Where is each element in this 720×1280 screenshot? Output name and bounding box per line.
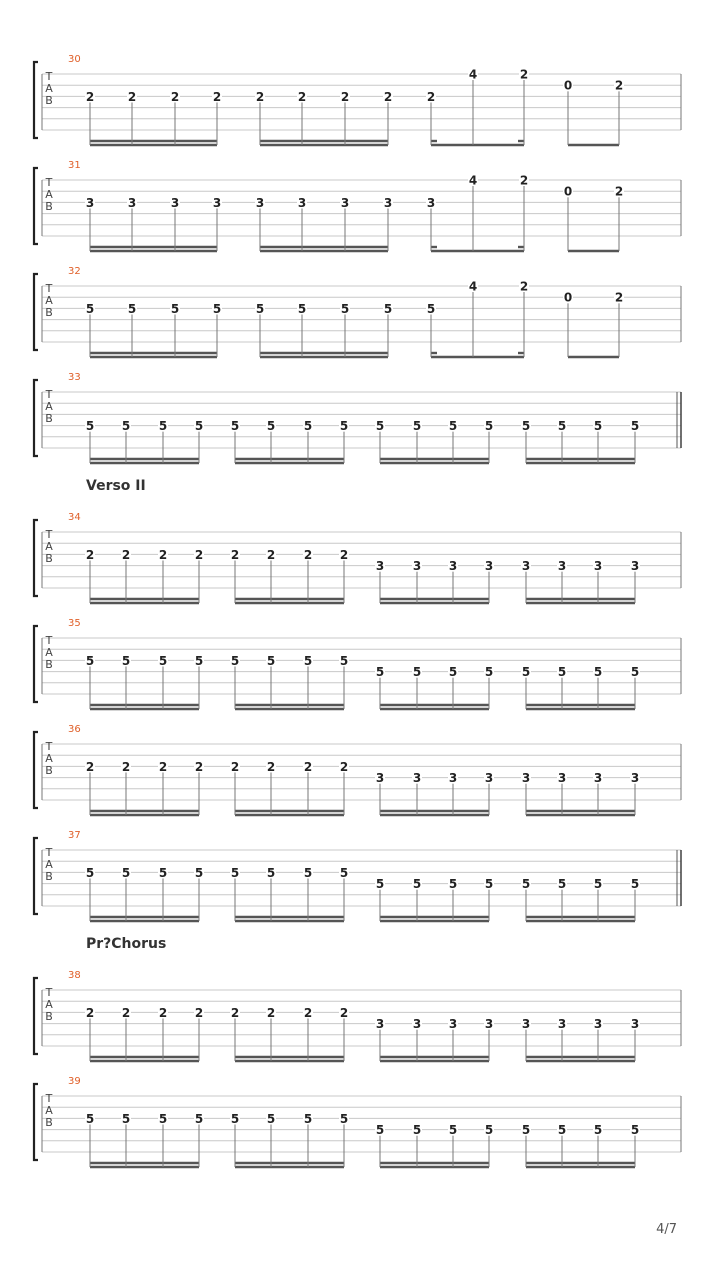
section-label-verso-ii: Verso II	[86, 478, 146, 494]
fret-number: 5	[521, 419, 531, 434]
measure-number: 35	[68, 618, 81, 629]
fret-number: 5	[85, 419, 95, 434]
fret-number: 5	[630, 1123, 640, 1138]
fret-number: 2	[121, 547, 131, 562]
fret-number: 3	[426, 195, 436, 210]
tab-clef-letter: A	[45, 858, 53, 871]
fret-number: 5	[521, 1123, 531, 1138]
tab-clef-letter: A	[45, 294, 53, 307]
fret-number: 2	[297, 89, 307, 104]
fret-number: 5	[412, 877, 422, 892]
tab-clef-letter: T	[45, 388, 53, 401]
fret-number: 5	[630, 419, 640, 434]
measure-number: 31	[68, 160, 81, 171]
section-label-prechorus: Pr?Chorus	[86, 936, 167, 952]
fret-number: 5	[448, 877, 458, 892]
fret-number: 2	[339, 1005, 349, 1020]
fret-number: 5	[375, 1123, 385, 1138]
fret-number: 3	[557, 559, 567, 574]
tab-clef-letter: T	[45, 634, 53, 647]
fret-number: 3	[630, 771, 640, 786]
fret-number: 5	[375, 665, 385, 680]
fret-number: 5	[448, 1123, 458, 1138]
tab-clef-letter: B	[45, 552, 53, 565]
tab-clef-letter: B	[45, 412, 53, 425]
fret-number: 3	[170, 195, 180, 210]
fret-number: 2	[158, 547, 168, 562]
fret-number: 3	[375, 1017, 385, 1032]
fret-number: 5	[412, 419, 422, 434]
fret-number: 5	[85, 865, 95, 880]
measure-number: 32	[68, 266, 81, 277]
fret-number: 2	[85, 759, 95, 774]
fret-number: 3	[593, 1017, 603, 1032]
system-bracket	[34, 838, 38, 914]
fret-number: 3	[340, 195, 350, 210]
fret-number: 3	[127, 195, 137, 210]
fret-number: 3	[521, 771, 531, 786]
fret-number: 5	[375, 877, 385, 892]
fret-number: 2	[266, 1005, 276, 1020]
tab-clef-letter: T	[45, 70, 53, 83]
fret-number: 5	[255, 301, 265, 316]
fret-number: 2	[339, 547, 349, 562]
fret-number: 3	[383, 195, 393, 210]
fret-number: 3	[484, 771, 494, 786]
fret-number: 2	[426, 89, 436, 104]
fret-number: 3	[412, 771, 422, 786]
tab-clef-letter: T	[45, 528, 53, 541]
fret-number: 5	[303, 865, 313, 880]
fret-number: 5	[170, 301, 180, 316]
fret-number: 2	[194, 1005, 204, 1020]
fret-number: 2	[266, 547, 276, 562]
fret-number: 3	[412, 1017, 422, 1032]
fret-number: 5	[557, 877, 567, 892]
measure-number: 30	[68, 54, 81, 65]
fret-number: 5	[85, 1111, 95, 1126]
fret-number: 2	[303, 547, 313, 562]
fret-number: 5	[303, 419, 313, 434]
fret-number: 2	[339, 759, 349, 774]
fret-number: 5	[266, 1111, 276, 1126]
fret-number: 5	[339, 1111, 349, 1126]
fret-number: 5	[121, 1111, 131, 1126]
fret-number: 3	[557, 1017, 567, 1032]
system-bracket	[34, 978, 38, 1054]
fret-number: 5	[339, 653, 349, 668]
fret-number: 3	[255, 195, 265, 210]
system-bracket	[34, 626, 38, 702]
tab-clef-letter: A	[45, 82, 53, 95]
fret-number: 5	[121, 865, 131, 880]
fret-number: 2	[194, 759, 204, 774]
fret-number: 2	[266, 759, 276, 774]
fret-number: 5	[448, 665, 458, 680]
fret-number: 3	[212, 195, 222, 210]
fret-number: 5	[593, 419, 603, 434]
fret-number: 4	[468, 279, 478, 294]
fret-number: 5	[158, 419, 168, 434]
tab-clef-letter: A	[45, 400, 53, 413]
fret-number: 0	[563, 184, 573, 199]
fret-number: 5	[194, 653, 204, 668]
tab-clef-letter: A	[45, 1104, 53, 1117]
fret-number: 2	[230, 759, 240, 774]
fret-number: 5	[127, 301, 137, 316]
measure-number: 36	[68, 724, 81, 735]
fret-number: 2	[303, 759, 313, 774]
fret-number: 5	[593, 1123, 603, 1138]
fret-number: 5	[426, 301, 436, 316]
fret-number: 5	[484, 419, 494, 434]
measure-number: 37	[68, 830, 81, 841]
fret-number: 5	[266, 653, 276, 668]
fret-number: 5	[557, 665, 567, 680]
system-bracket	[34, 274, 38, 350]
fret-number: 5	[412, 1123, 422, 1138]
system-bracket	[34, 732, 38, 808]
fret-number: 3	[593, 771, 603, 786]
fret-number: 3	[521, 559, 531, 574]
fret-number: 5	[303, 653, 313, 668]
fret-number: 5	[375, 419, 385, 434]
fret-number: 5	[521, 665, 531, 680]
system-bracket	[34, 380, 38, 456]
fret-number: 2	[212, 89, 222, 104]
tab-clef-letter: B	[45, 1116, 53, 1129]
fret-number: 2	[614, 184, 624, 199]
fret-number: 5	[194, 419, 204, 434]
tab-clef-letter: A	[45, 188, 53, 201]
fret-number: 5	[158, 1111, 168, 1126]
fret-number: 2	[614, 290, 624, 305]
tab-clef-letter: B	[45, 870, 53, 883]
fret-number: 5	[557, 1123, 567, 1138]
fret-number: 3	[448, 1017, 458, 1032]
fret-number: 2	[519, 173, 529, 188]
fret-number: 3	[375, 559, 385, 574]
fret-number: 2	[158, 759, 168, 774]
fret-number: 3	[557, 771, 567, 786]
fret-number: 2	[158, 1005, 168, 1020]
fret-number: 3	[484, 1017, 494, 1032]
fret-number: 5	[630, 665, 640, 680]
fret-number: 5	[630, 877, 640, 892]
fret-number: 5	[593, 877, 603, 892]
fret-number: 5	[339, 865, 349, 880]
fret-number: 2	[121, 759, 131, 774]
measure-number: 38	[68, 970, 81, 981]
fret-number: 5	[593, 665, 603, 680]
tab-clef-letter: T	[45, 986, 53, 999]
fret-number: 5	[303, 1111, 313, 1126]
fret-number: 5	[230, 865, 240, 880]
fret-number: 2	[230, 547, 240, 562]
fret-number: 3	[375, 771, 385, 786]
fret-number: 2	[85, 89, 95, 104]
tab-clef-letter: B	[45, 200, 53, 213]
fret-number: 5	[121, 419, 131, 434]
fret-number: 5	[266, 419, 276, 434]
fret-number: 5	[448, 419, 458, 434]
measure-number: 34	[68, 512, 81, 523]
tab-clef-letter: A	[45, 646, 53, 659]
tab-clef-letter: T	[45, 1092, 53, 1105]
fret-number: 2	[303, 1005, 313, 1020]
fret-number: 2	[127, 89, 137, 104]
tab-clef-letter: T	[45, 282, 53, 295]
fret-number: 5	[484, 877, 494, 892]
system-bracket	[34, 168, 38, 244]
measure-number: 39	[68, 1076, 81, 1087]
fret-number: 4	[468, 67, 478, 82]
fret-number: 2	[383, 89, 393, 104]
fret-number: 3	[630, 1017, 640, 1032]
fret-number: 5	[557, 419, 567, 434]
tab-clef-letter: B	[45, 306, 53, 319]
fret-number: 5	[383, 301, 393, 316]
fret-number: 5	[521, 877, 531, 892]
fret-number: 2	[340, 89, 350, 104]
fret-number: 2	[519, 67, 529, 82]
fret-number: 2	[519, 279, 529, 294]
fret-number: 5	[121, 653, 131, 668]
fret-number: 0	[563, 290, 573, 305]
fret-number: 5	[266, 865, 276, 880]
fret-number: 2	[85, 1005, 95, 1020]
fret-number: 5	[194, 865, 204, 880]
measure-number: 33	[68, 372, 81, 383]
fret-number: 2	[170, 89, 180, 104]
fret-number: 3	[297, 195, 307, 210]
page-number: 4/7	[656, 1222, 677, 1237]
fret-number: 2	[255, 89, 265, 104]
fret-number: 5	[484, 1123, 494, 1138]
fret-number: 5	[340, 301, 350, 316]
tab-clef-letter: A	[45, 540, 53, 553]
system-bracket	[34, 520, 38, 596]
tab-clef-letter: B	[45, 94, 53, 107]
fret-number: 0	[563, 78, 573, 93]
fret-number: 5	[230, 419, 240, 434]
fret-number: 2	[194, 547, 204, 562]
fret-number: 3	[521, 1017, 531, 1032]
fret-number: 3	[484, 559, 494, 574]
tab-clef-letter: T	[45, 176, 53, 189]
fret-number: 2	[614, 78, 624, 93]
fret-number: 3	[412, 559, 422, 574]
fret-number: 5	[297, 301, 307, 316]
fret-number: 5	[484, 665, 494, 680]
tab-clef-letter: T	[45, 740, 53, 753]
system-bracket	[34, 1084, 38, 1160]
fret-number: 2	[121, 1005, 131, 1020]
fret-number: 5	[212, 301, 222, 316]
tab-clef-letter: A	[45, 998, 53, 1011]
fret-number: 3	[85, 195, 95, 210]
tab-clef-letter: B	[45, 658, 53, 671]
tab-clef-letter: B	[45, 764, 53, 777]
system-bracket	[34, 62, 38, 138]
fret-number: 2	[85, 547, 95, 562]
fret-number: 3	[448, 771, 458, 786]
fret-number: 3	[630, 559, 640, 574]
tab-clef-letter: T	[45, 846, 53, 859]
fret-number: 5	[158, 653, 168, 668]
fret-number: 2	[230, 1005, 240, 1020]
fret-number: 5	[339, 419, 349, 434]
tab-clef-letter: B	[45, 1010, 53, 1023]
fret-number: 5	[412, 665, 422, 680]
fret-number: 3	[448, 559, 458, 574]
fret-number: 4	[468, 173, 478, 188]
tab-clef-letter: A	[45, 752, 53, 765]
fret-number: 5	[158, 865, 168, 880]
fret-number: 3	[593, 559, 603, 574]
fret-number: 5	[85, 653, 95, 668]
fret-number: 5	[230, 653, 240, 668]
fret-number: 5	[85, 301, 95, 316]
fret-number: 5	[194, 1111, 204, 1126]
fret-number: 5	[230, 1111, 240, 1126]
